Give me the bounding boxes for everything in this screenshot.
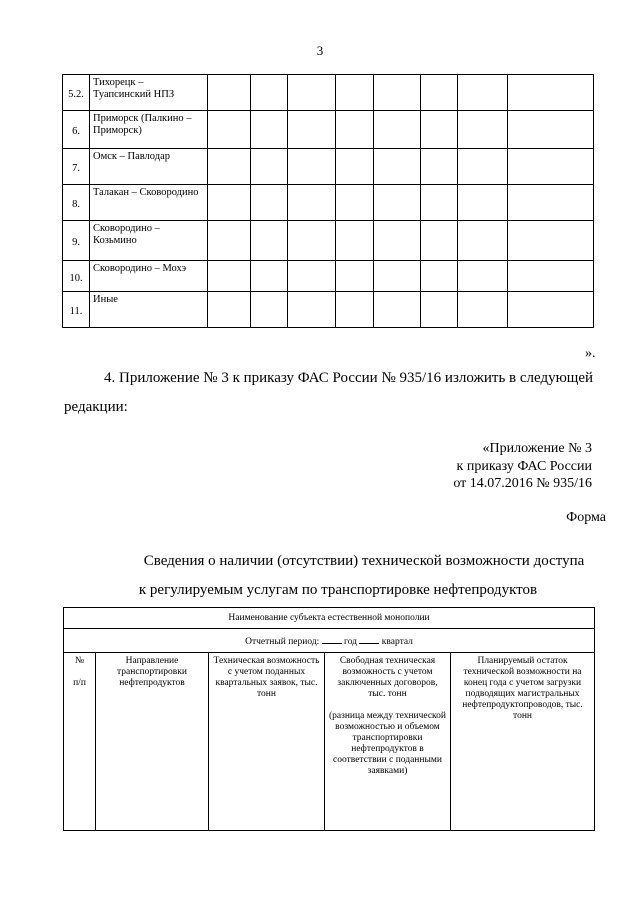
- empty-cell: [336, 75, 374, 111]
- row-number: 10.: [63, 261, 90, 292]
- row-number: 7.: [63, 149, 90, 185]
- row-number: 11.: [63, 292, 90, 328]
- row-number: 6.: [63, 111, 90, 149]
- table-row: [63, 221, 594, 261]
- empty-cell: [288, 261, 336, 292]
- empty-cell: [251, 111, 288, 149]
- table-row: [63, 185, 594, 221]
- empty-cell: [374, 261, 421, 292]
- empty-cell: [374, 111, 421, 149]
- empty-cell: [508, 292, 594, 328]
- row-direction-name: Омск – Павлодар: [90, 149, 208, 185]
- empty-cell: [374, 75, 421, 111]
- appendix-header-line-3: от 14.07.2016 № 935/16: [453, 476, 592, 491]
- continuation-table: [62, 74, 594, 328]
- empty-cell: [336, 292, 374, 328]
- empty-cell: [508, 111, 594, 149]
- empty-cell: [508, 149, 594, 185]
- empty-cell: [508, 75, 594, 111]
- empty-cell: [288, 221, 336, 261]
- empty-cell: [421, 149, 458, 185]
- form-table: [63, 607, 595, 831]
- row-number: 5.2.: [63, 75, 90, 111]
- appendix-header-line-1: «Приложение № 3: [482, 441, 592, 456]
- period-quarter-label: квартал: [381, 637, 413, 647]
- empty-cell: [421, 185, 458, 221]
- empty-cell: [208, 75, 251, 111]
- row-direction-name: Приморск (Палкино – Приморск): [90, 111, 208, 149]
- empty-cell: [288, 292, 336, 328]
- table-row: [63, 111, 594, 149]
- empty-cell: [251, 149, 288, 185]
- empty-cell: [288, 185, 336, 221]
- empty-cell: [251, 261, 288, 292]
- empty-cell: [336, 185, 374, 221]
- column-header-planned: [451, 653, 595, 831]
- column-header-direction: [96, 653, 209, 831]
- row-direction-name: Сковородино – Мохэ: [90, 261, 208, 292]
- empty-cell: [458, 261, 508, 292]
- empty-cell: [421, 292, 458, 328]
- empty-cell: [208, 149, 251, 185]
- paragraph-4-line-2: редакции:: [64, 399, 128, 415]
- empty-cell: [374, 149, 421, 185]
- column-header-text: Техническая возможность с учетом поданных квартальных заявок, тыс. тонн: [213, 656, 320, 699]
- empty-cell: [251, 292, 288, 328]
- column-header-capacity: [209, 653, 325, 831]
- subject-name-row: Наименование субъекта естественной монополии: [64, 608, 595, 629]
- period-year-label: год: [344, 637, 358, 647]
- empty-cell: [374, 292, 421, 328]
- column-header-row: [64, 653, 595, 831]
- empty-cell: [288, 75, 336, 111]
- empty-cell: [336, 149, 374, 185]
- empty-cell: [251, 221, 288, 261]
- empty-cell: [458, 292, 508, 328]
- table-row: [63, 292, 594, 328]
- table-row: [63, 261, 594, 292]
- row-direction-name: Сковородино – Козьмино: [90, 221, 208, 261]
- form-title-line-2: к регулируемым услугам по транспортировке нефтепродуктов: [138, 582, 538, 598]
- empty-cell: [251, 185, 288, 221]
- appendix-header-line-2: к приказу ФАС России: [456, 459, 592, 474]
- page-number: 3: [316, 43, 324, 58]
- empty-cell: [458, 221, 508, 261]
- empty-cell: [421, 111, 458, 149]
- paragraph-4-line-1: 4. Приложение № 3 к приказу ФАС России № 935/16 изложить в следующей: [104, 370, 594, 386]
- column-header-text: (разница между технической возможностью и объемом транспортировки нефтепродуктов в соответствии с поданными заявками): [328, 711, 447, 776]
- empty-cell: [508, 261, 594, 292]
- closing-quote: ».: [585, 346, 596, 361]
- empty-cell: [458, 149, 508, 185]
- form-label: Форма: [566, 510, 606, 525]
- year-blank: [322, 634, 342, 644]
- row-direction-name: Тихорецк – Туапсинский НПЗ: [90, 75, 208, 111]
- column-header-free: [325, 653, 451, 831]
- column-header-text: п/п: [73, 678, 86, 688]
- empty-cell: [508, 185, 594, 221]
- empty-cell: [288, 111, 336, 149]
- empty-cell: [508, 221, 594, 261]
- empty-cell: [421, 261, 458, 292]
- table-row: [63, 75, 594, 111]
- column-header-text: Направление транспортировки нефтепродуктов: [117, 656, 187, 688]
- empty-cell: [288, 149, 336, 185]
- empty-cell: [458, 185, 508, 221]
- row-number: 9.: [63, 221, 90, 261]
- spacer: [67, 667, 92, 678]
- empty-cell: [421, 221, 458, 261]
- empty-cell: [208, 221, 251, 261]
- empty-cell: [336, 261, 374, 292]
- empty-cell: [251, 75, 288, 111]
- empty-cell: [458, 111, 508, 149]
- empty-cell: [336, 221, 374, 261]
- row-direction-name: Талакан – Сковородино: [90, 185, 208, 221]
- spacer: [328, 700, 447, 711]
- row-direction-name: Иные: [90, 292, 208, 328]
- column-header-text: №: [74, 656, 85, 666]
- reporting-period-row: [64, 629, 595, 653]
- column-header-text: Планируемый остаток технической возможности на конец года с учетом загрузки подводящих магистральных нефтепродуктопроводов, тыс. тонн: [462, 656, 583, 721]
- period-label: Отчетный период:: [245, 637, 320, 647]
- empty-cell: [374, 185, 421, 221]
- empty-cell: [208, 261, 251, 292]
- empty-cell: [374, 221, 421, 261]
- table-row: [63, 149, 594, 185]
- empty-cell: [421, 75, 458, 111]
- empty-cell: [208, 185, 251, 221]
- empty-cell: [208, 292, 251, 328]
- row-number: 8.: [63, 185, 90, 221]
- column-header-num: [64, 653, 96, 831]
- form-title-line-1: Сведения о наличии (отсутствии) технической возможности доступа: [143, 553, 585, 569]
- column-header-text: Свободная техническая возможность с учетом заключенных договоров, тыс. тонн: [337, 656, 438, 699]
- empty-cell: [208, 111, 251, 149]
- continuation-table-body: [63, 75, 594, 328]
- empty-cell: [458, 75, 508, 111]
- empty-cell: [336, 111, 374, 149]
- quarter-blank: [359, 634, 379, 644]
